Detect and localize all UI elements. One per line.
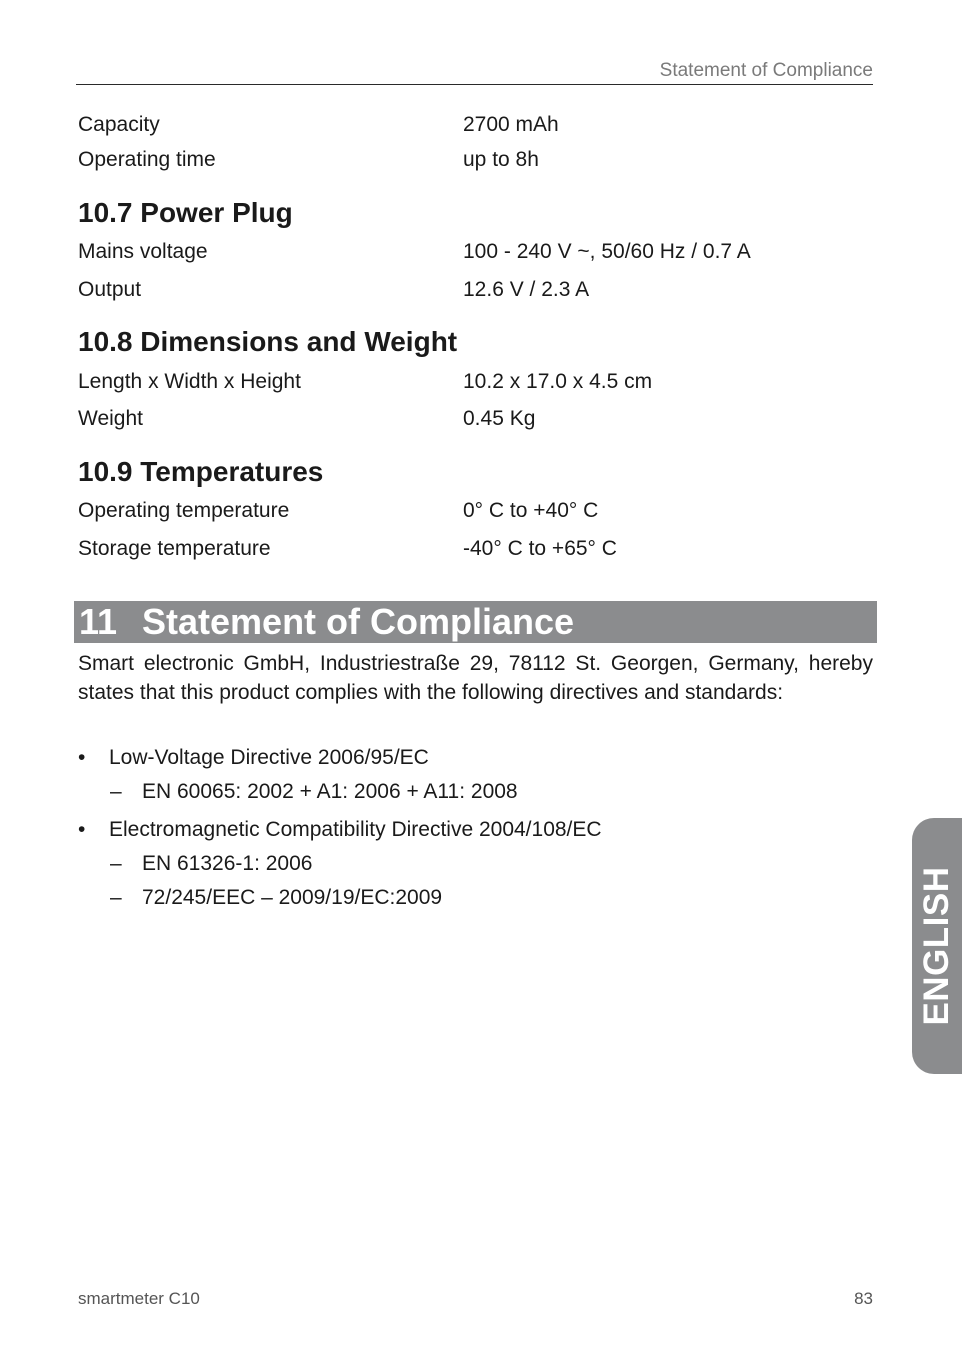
- spec-label: Mains voltage: [78, 240, 208, 263]
- spec-value: 0° C to +40° C: [463, 499, 599, 522]
- spec-label: Length x Width x Height: [78, 370, 301, 393]
- spec-label: Storage temperature: [78, 537, 271, 560]
- chapter-title: Statement of Compliance: [142, 601, 575, 642]
- directive-name: Low-Voltage Directive 2006/95/EC: [109, 746, 429, 769]
- spec-label: Output: [78, 278, 142, 301]
- dash-icon: –: [110, 852, 122, 875]
- spec-label: Weight: [78, 407, 143, 430]
- spec-value: up to 8h: [463, 148, 539, 171]
- spec-row-capacity: [78, 113, 559, 137]
- spec-value: 10.2 x 17.0 x 4.5 cm: [463, 370, 653, 393]
- chapter-number: 11: [79, 601, 118, 642]
- spec-label: Operating time: [78, 148, 216, 171]
- spec-label: Capacity: [78, 113, 160, 136]
- dash-icon: –: [110, 886, 122, 909]
- footer-page-number: 83: [854, 1289, 873, 1308]
- section-heading-dimensions: 10.8 Dimensions and Weight: [78, 326, 458, 357]
- spec-value: 100 - 240 V ~, 50/60 Hz / 0.7 A: [463, 240, 751, 263]
- section-heading-power-plug: 10.7 Power Plug: [78, 197, 293, 228]
- header-rule: [76, 84, 873, 85]
- directive-name: Electromagnetic Compatibility Directive 2004/108/EC: [109, 818, 602, 841]
- spec-value: 2700 mAh: [463, 113, 559, 136]
- spec-row-storage-temperature: [78, 537, 617, 561]
- spec-row-weight: [78, 407, 536, 431]
- dash-icon: –: [110, 780, 122, 803]
- compliance-intro: Smart electronic GmbH, Industriestraße 29, 78112 St. Georgen, Germany, hereby states that this product complies with the following directives and standards:: [78, 652, 873, 704]
- standard-name: EN 61326-1: 2006: [142, 852, 313, 875]
- spec-row-output: [78, 278, 590, 302]
- bullet-icon: •: [78, 746, 86, 769]
- standard-name: 72/245/EEC – 2009/19/EC:2009: [142, 886, 443, 909]
- running-header: Statement of Compliance: [659, 60, 873, 81]
- spec-row-operating-time: [78, 148, 539, 172]
- section-heading-temperatures: 10.9 Temperatures: [78, 456, 324, 487]
- standard-name: EN 60065: 2002 + A1: 2006 + A11: 2008: [142, 780, 518, 803]
- spec-value: 0.45 Kg: [463, 407, 536, 430]
- bullet-icon: •: [78, 818, 86, 841]
- language-tab-label: ENGLISH: [917, 866, 956, 1026]
- spec-row-mains-voltage: [78, 240, 751, 264]
- chapter-heading-bar: [74, 601, 877, 643]
- spec-row-dimensions: [78, 370, 653, 394]
- footer-product: smartmeter C10: [78, 1289, 200, 1308]
- spec-value: -40° C to +65° C: [463, 537, 617, 560]
- spec-row-operating-temperature: [78, 499, 599, 523]
- language-tab: [912, 818, 962, 1074]
- spec-label: Operating temperature: [78, 499, 290, 522]
- spec-value: 12.6 V / 2.3 A: [463, 278, 590, 301]
